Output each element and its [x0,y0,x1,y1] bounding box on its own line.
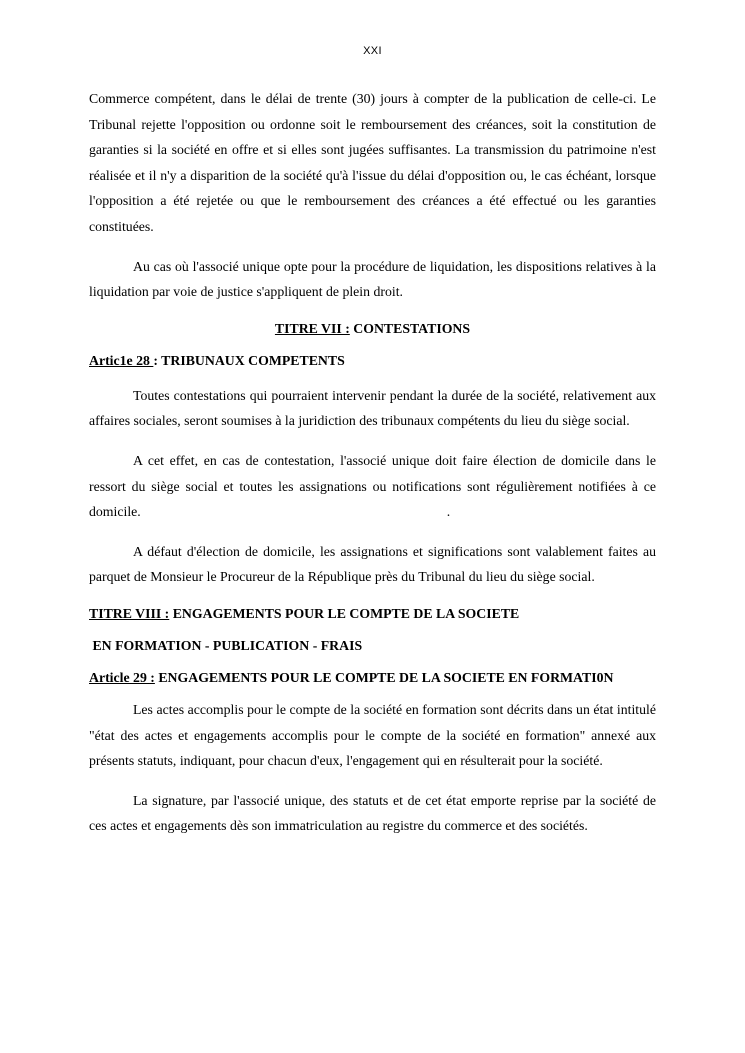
article-29-heading [89,668,656,687]
paragraph-liquidation: Au cas où l'associé unique opte pour la procédure de liquidation, les dispositions relatives à la liquidation par voie de justice s'appliquent de plein droit. [89,258,656,300]
page-number: XXI [363,45,382,57]
paragraph-election-domicile-text: A cet effet, en cas de contestation, l'associé unique doit faire élection de domicile dans le ressort du siège social et toutes les assignations ou notifications sont régulièrement notifiées à ce domicile. [89,452,656,520]
trailing-dot: . [446,504,451,520]
titre-viii-heading [89,604,656,624]
paragraph-opposition: Commerce compétent, dans le délai de trente (30) jours à compter de la publication de celle-ci. Le Tribunal rejette l'opposition ou ordonne soit le remboursement des créances, soit la constitution de garanties si la société en offre et si elles sont jugées suffisantes. La transmission du patrimoine n'est réalisée et il n'y a disparition de la société qu'à l'issue du délai d'opposition ou, le cas échéant, lorsque l'opposition a été rejetée ou que le remboursement des créances a été effectué ou les garanties constituées. [89,91,656,234]
titre-viii-subtitle: EN FORMATION - PUBLICATION - FRAIS [89,637,363,653]
paragraph-signature: La signature, par l'associé unique, des statuts et de cet état emporte reprise par la société de ces actes et engagements dès son immatriculation au registre du commerce et des sociétés. [89,792,656,834]
paragraph-actes-formation: Les actes accomplis pour le compte de la société en formation sont décrits dans un état intitulé "état des actes et engagements accomplis pour le compte de la société en formation" annexé aux présents statuts, indiquant, pour chacun d'eux, l'engagement qui en résulterait pour la société. [89,701,656,769]
titre-viii-label: TITRE VIII : [89,605,170,621]
document-body [89,86,656,853]
article-28-heading [89,351,656,371]
titre-vii-heading [89,319,656,339]
paragraph-contestations: Toutes contestations qui pourraient intervenir pendant la durée de la société, relativement aux affaires sociales, seront soumises à la juridiction des tribunaux compétents du lieu du siège social. [89,387,656,429]
article-28-label: Artic1e 28 [89,352,154,368]
titre-viii-title: ENGAGEMENTS POUR LE COMPTE DE LA SOCIETE [169,605,520,621]
article-28-title: : TRIBUNAUX COMPETENTS [153,352,345,368]
paragraph-defaut-election: A défaut d'élection de domicile, les assignations et significations sont valablement faites au parquet de Monsieur le Procureur de la République près du Tribunal du lieu du siège social. [89,543,656,585]
paragraph-election-domicile [89,448,656,525]
article-29-title: ENGAGEMENTS POUR LE COMPTE DE LA SOCIETE EN FORMATI0N [154,669,614,685]
article-29-label: Article 29 : [89,669,155,685]
titre-vii-title: CONTESTATIONS [349,320,471,336]
titre-vii-label: TITRE VII : [274,320,350,336]
